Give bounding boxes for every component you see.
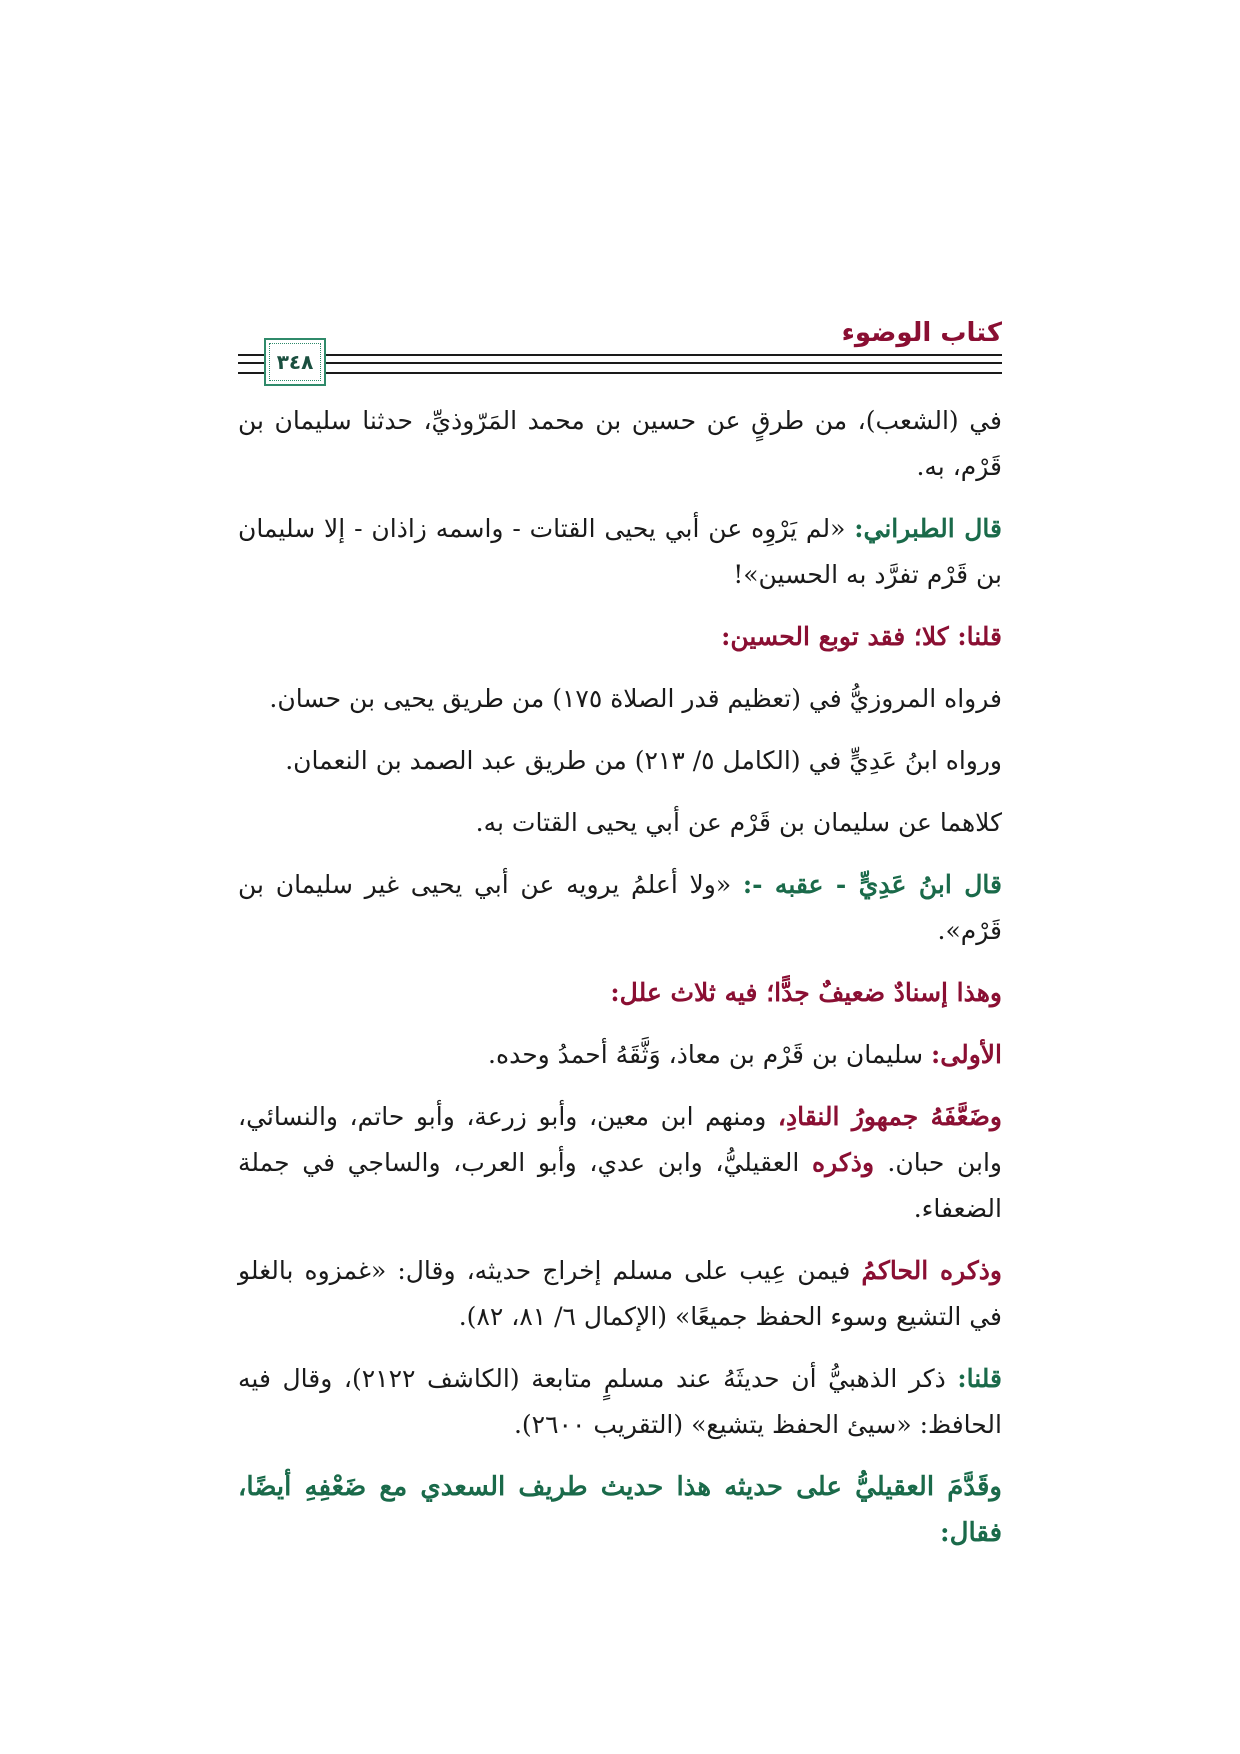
paragraph-9-text: سليمان بن قَرْم بن معاذ، وَثَّقَهُ أحمدُ وحده. bbox=[488, 1040, 932, 1069]
header-rule-top bbox=[238, 354, 1002, 356]
paragraph-4-text: فرواه المروزيُّ في (تعظيم قدر الصلاة ١٧٥) من طريق يحيى بن حسان. bbox=[269, 684, 1002, 713]
paragraph-7-text: «ولا أعلمُ يرويه عن أبي يحيى غير سليمان بن قَرْم». bbox=[238, 870, 1002, 945]
paragraph-3-lead: قلنا: كلا؛ فقد توبع الحسين: bbox=[721, 622, 1002, 651]
page-body bbox=[238, 398, 1002, 1572]
paragraph-13 bbox=[238, 1464, 1002, 1556]
paragraph-10 bbox=[238, 1094, 1002, 1232]
paragraph-2 bbox=[238, 506, 1002, 598]
paragraph-7 bbox=[238, 862, 1002, 954]
header-rule-middle bbox=[238, 362, 1002, 364]
paragraph-4 bbox=[238, 676, 1002, 722]
paragraph-8 bbox=[238, 970, 1002, 1016]
page-header bbox=[238, 310, 1002, 390]
paragraph-2-text: «لم يَرْوِه عن أبي يحيى القتات - واسمه زاذان - إلا سليمان بن قَرْم تفرَّد به الحسين»! bbox=[238, 514, 1002, 589]
paragraph-8-lead: وهذا إسنادٌ ضعيفٌ جدًّا؛ فيه ثلاث علل: bbox=[610, 978, 1002, 1007]
paragraph-5-text: ورواه ابنُ عَدِيٍّ في (الكامل ٥/ ٢١٣) من طريق عبد الصمد بن النعمان. bbox=[285, 746, 1002, 775]
paragraph-6-text: كلاهما عن سليمان بن قَرْم عن أبي يحيى القتات به. bbox=[475, 808, 1002, 837]
header-rule-left-stub bbox=[238, 362, 262, 364]
header-rule-left-stub-2 bbox=[238, 372, 262, 374]
paragraph-12-lead: قلنا: bbox=[957, 1364, 1002, 1393]
paragraph-10-text-2: العقيليُّ، وابن عدي، وأبو العرب، والساجي في جملة الضعفاء. bbox=[238, 1148, 1002, 1223]
paragraph-10-lead: وضَعَّفَهُ جمهورُ النقادِ، bbox=[777, 1102, 1002, 1131]
paragraph-12-text: ذكر الذهبيُّ أن حديثَهُ عند مسلمٍ متابعة (الكاشف ٢١٢٢)، وقال فيه الحافظ: «سيئ الحفظ يتشيع» (التقريب ٢٦٠٠). bbox=[238, 1364, 1002, 1439]
paragraph-2-lead: قال الطبراني: bbox=[854, 514, 1002, 543]
paragraph-10-text: ومنهم ابن معين، وأبو زرعة، وأبو حاتم، والنسائي، وابن حبان. bbox=[238, 1102, 1002, 1177]
header-rule-bottom bbox=[238, 372, 1002, 374]
book-title: كتاب الوضوء bbox=[841, 318, 1002, 348]
paragraph-1-text: في (الشعب)، من طرقٍ عن حسين بن محمد المَرّوذيِّ، حدثنا سليمان بن قَرْم، به. bbox=[238, 406, 1002, 481]
paragraph-1 bbox=[238, 398, 1002, 490]
paragraph-9 bbox=[238, 1032, 1002, 1078]
paragraph-11-lead: وذكره الحاكمُ bbox=[861, 1256, 1003, 1285]
page-number: ٣٤٨ bbox=[276, 350, 314, 374]
paragraph-12 bbox=[238, 1356, 1002, 1448]
paragraph-7-lead: قال ابنُ عَدِيٍّ - عقبه -: bbox=[742, 870, 1002, 899]
paragraph-10-lead-2: وذكره bbox=[812, 1148, 888, 1177]
paragraph-9-lead: الأولى: bbox=[931, 1040, 1002, 1069]
paragraph-3 bbox=[238, 614, 1002, 660]
paragraph-6 bbox=[238, 800, 1002, 846]
page-number-frame bbox=[264, 338, 326, 386]
paragraph-5 bbox=[238, 738, 1002, 784]
paragraph-11-text: فيمن عِيب على مسلم إخراج حديثه، وقال: «غمزوه بالغلو في التشيع وسوء الحفظ جميعًا» (الإكمال ٦/ ٨١، ٨٢). bbox=[238, 1256, 1002, 1331]
paragraph-11 bbox=[238, 1248, 1002, 1340]
paragraph-13-lead: وقَدَّمَ العقيليُّ على حديثه هذا حديث طريف السعدي مع ضَعْفِهِ أيضًا، فقال: bbox=[238, 1472, 1002, 1548]
